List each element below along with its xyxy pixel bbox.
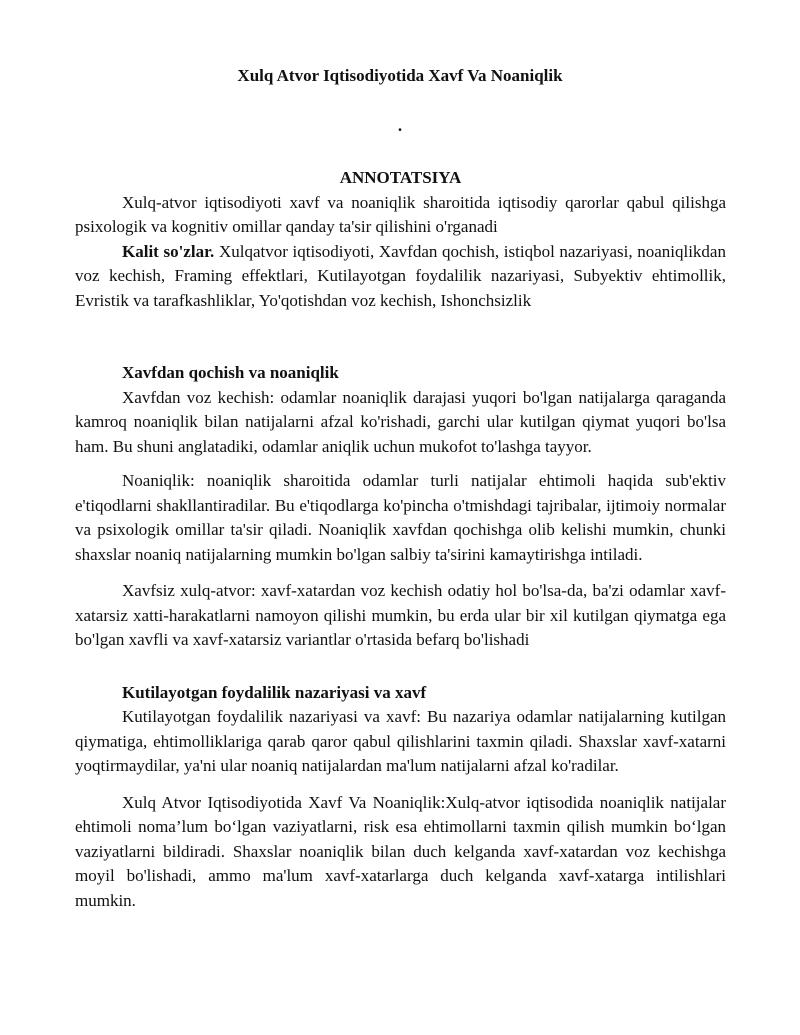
section1-paragraph: Xavfsiz xulq-atvor: xavf-xatardan voz kechish odatiy hol bo'lsa-da, ba'zi odamlar xavf-xatarsiz xatti-harakatlarni namoyon qilishi mumkin, bu erda ular bir xil kutilgan qiymatga ega bo'lgan xavfli va xavf-xatarsiz variantlar o'rtasida befarq bo'lishadi — [75, 581, 726, 649]
section1-heading: Xavfdan qochish va noaniqlik — [122, 363, 339, 382]
keywords-label: Kalit so'zlar. — [122, 241, 215, 261]
document-body — [75, 166, 726, 913]
document-title: Xulq Atvor Iqtisodiyotida Xavf Va Noaniqlik — [237, 66, 563, 85]
keywords-text: Xulqatvor iqtisodiyoti, Xavfdan qochish, istiqbol nazariyasi, noaniqlikdan voz kechish, Framing effektlari, Kutilayotgan foydalilik nazariyasi, Subyektiv ehtimollik, Evristik va tarafkashliklar, Yo'qotishdan voz kechish, Ishonchsizlik — [75, 241, 726, 310]
section2-paragraph: Kutilayotgan foydalilik nazariyasi va xavf: Bu nazariya odamlar natijalarning kutilgan qiymatiga, ehtimolliklariga qarab qaror qabul qilishlarini taxmin qiladi. Shaxslar xavf-xatarni yoqtirmaydilar, ya'ni ular noaniq natijalardan ma'lum natijalarni afzal ko'radilar. — [75, 707, 726, 775]
section1-paragraph: Xavfdan voz kechish: odamlar noaniqlik darajasi yuqori bo'lgan natijalarga qaraganda kamroq noaniqlik bilan natijalarni afzal ko'rishadi, garchi ular kutilgan qiymat yuqori bo'lsa ham. Bu shuni anglatadiki, odamlar aniqlik uchun mukofot to'lashga tayyor. — [75, 387, 726, 456]
keywords-paragraph — [75, 240, 726, 314]
section2-paragraph: Xulq Atvor Iqtisodiyotida Xavf Va Noaniqlik:Xulq-atvor iqtisodida noaniqlik natijalar ehtimoli noma’lum bo‘lgan vaziyatlarni, risk esa ehtimollarni taxmin qilish mumkin bo‘lgan vaziyatlarni bildiradi. Shaxslar noaniqlik bilan duch kelganda xavf-xatardan voz kechishga moyil bo'lishadi, ammo ma'lum xavf-xatarlarga duch kelganda xavf-xatarga intilishlari mumkin. — [75, 792, 726, 910]
title-separator-dot: . — [397, 116, 403, 135]
annotation-heading: ANNOTATSIYA — [339, 168, 462, 187]
section1-paragraph: Noaniqlik: noaniqlik sharoitida odamlar turli natijalar ehtimoli haqida sub'ektiv e'tiqodlarni shakllantiradilar. Bu e'tiqodlarga ko'pincha o'tmishdagi tajribalar, ijtimoiy normalar va psixologik omillar ta'sir qiladi. Noaniqlik xavfdan qochishga olib kelishi mumkin, chunki shaxslar noaniq natijalarning mumkin bo'lgan salbiy ta'sirini kamaytirishga intiladi. — [75, 471, 726, 564]
annotation-text: Xulq-atvor iqtisodiyoti xavf va noaniqlik sharoitida iqtisodiy qarorlar qabul qilishga psixologik va kognitiv omillar qanday ta'sir qilishini o'rganadi — [75, 192, 726, 236]
section2-heading: Kutilayotgan foydalilik nazariyasi va xavf — [122, 682, 427, 702]
